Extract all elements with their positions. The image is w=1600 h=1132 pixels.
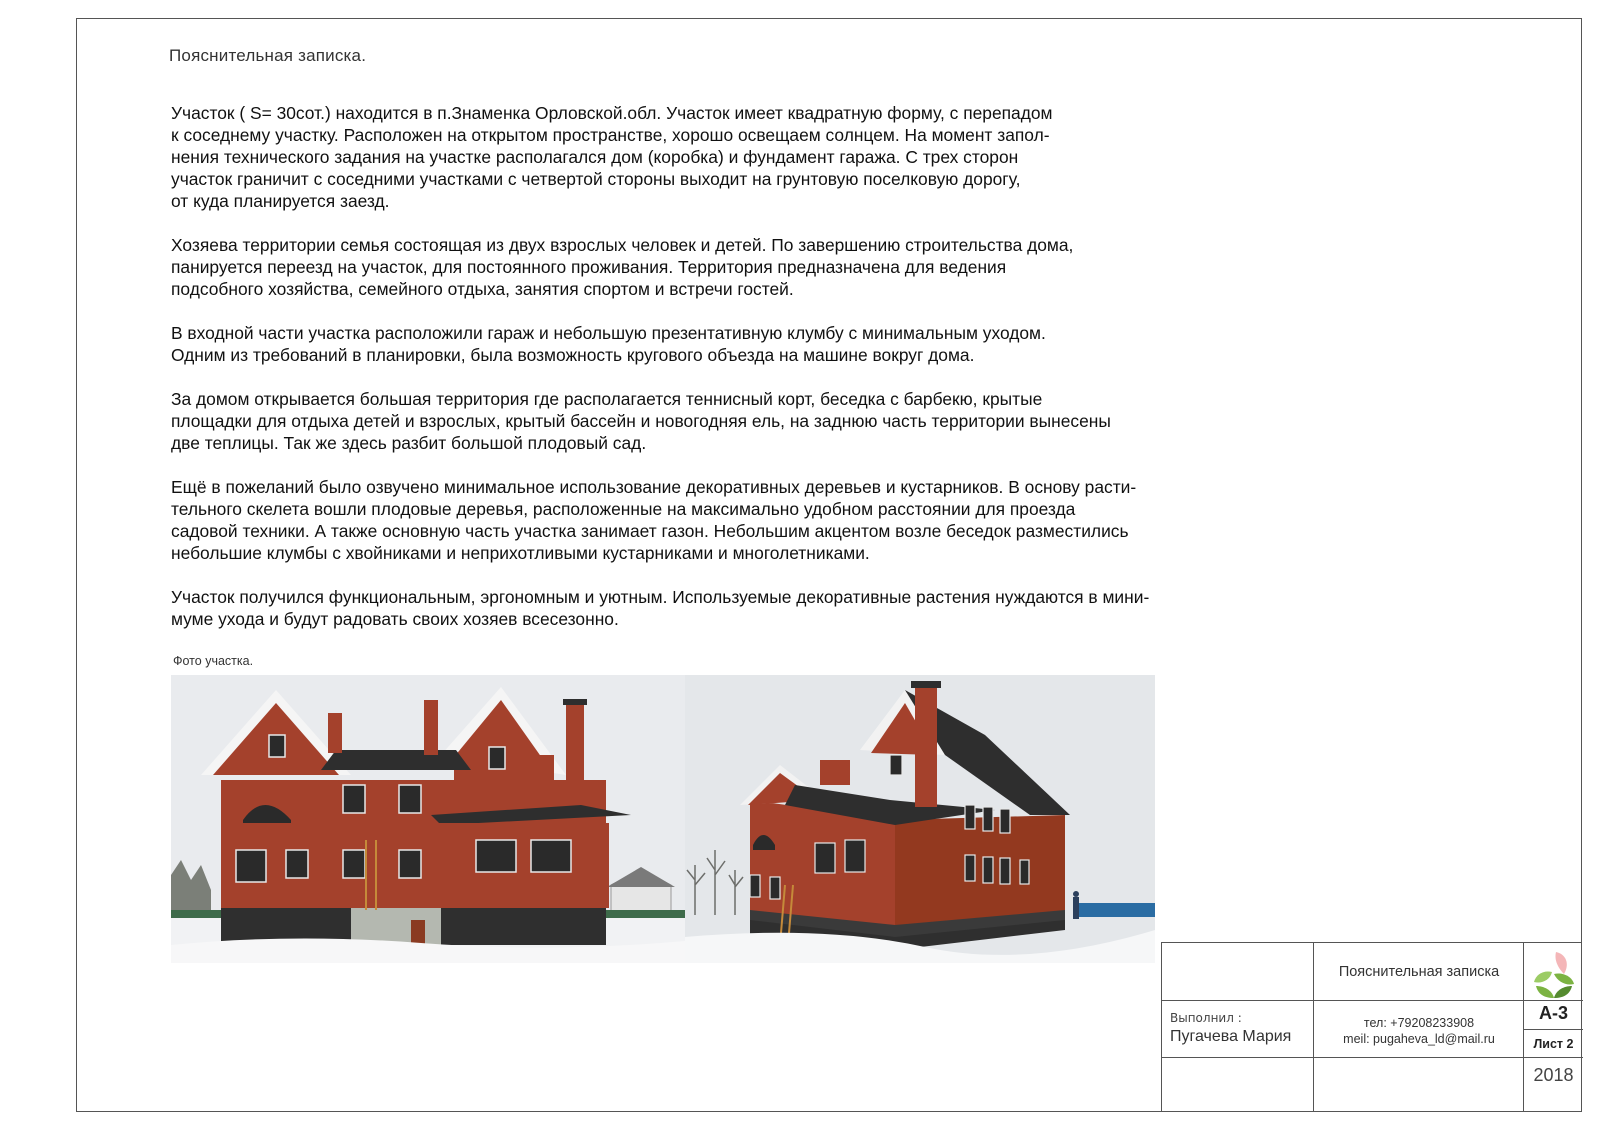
email: meil: pugaheva_ld@mail.ru (1343, 1032, 1495, 1046)
phone: тел: +79208233908 (1363, 1016, 1475, 1030)
stamp-divider (1162, 1000, 1583, 1001)
sheet-number: Лист 2 (1533, 1037, 1574, 1051)
site-photo-side (685, 675, 1155, 963)
stamp-divider (1162, 1057, 1583, 1058)
paragraph-owners: Хозяева территории семья состоящая из двух взрослых человек и детей. По завершению строительства дома, панируется переезд на участок, для постоянного проживания. Территория предназначена для ведения подсобного хозяйства, семейного отдыха, занятия спортом и встречи гостей. (171, 235, 1074, 299)
paragraph-backyard: За домом открывается большая территория где располагается теннисный корт, беседка с барбекю, крытые площадки для отдыха детей и взрослых, крытый бассейн и новогодняя ель, на заднюю часть территории вынесены две теплицы. Так же здесь разбит большой плодовый сад. (171, 389, 1111, 453)
sheet-title: Пояснительная записка (1338, 963, 1500, 980)
site-photo-front (171, 675, 685, 963)
paragraph-conclusion: Участок получился функциональным, эргономным и уютным. Используемые декоративные растения нуждаются в мини- муме ухода и будут радовать своих хозяев всесезонно. (171, 587, 1150, 629)
stamp-divider (1523, 1029, 1583, 1030)
author-name: Пугачева Мария (1170, 1028, 1292, 1045)
title-block (1161, 942, 1582, 1112)
explanatory-text (171, 102, 1311, 652)
paragraph-planting: Ещё в пожеланий было озвучено минимальное использование декоративных деревьев и кустарников. В основу расти- тельного скелета вошли плодовые деревья, расположенные на максимально удобном расстоянии для проезда садовой техники. А также основную часть участка занимает газон. Небольшим акцентом возле беседок разместились небольшие клумбы с хвойниками и неприхотливыми кустарниками и многолетниками. (171, 477, 1137, 563)
photo-caption: Фото участка. (173, 654, 254, 668)
done-by-label: Выполнил : (1170, 1011, 1242, 1025)
document-title: Пояснительная записка. (169, 46, 367, 65)
paragraph-entrance: В входной части участка расположили гараж и небольшую презентативную клумбу с минимальным уходом. Одним из требований в планировки, была возможность кругового объезда на машине вокруг дома. (171, 323, 1046, 365)
year: 2018 (1533, 1065, 1574, 1085)
paper-format: А-3 (1538, 1003, 1568, 1023)
leaf-logo-icon (1530, 946, 1578, 1000)
paragraph-site: Участок ( S= 30сот.) находится в п.Знаменка Орловской.обл. Участок имеет квадратную форму, с перепадом к соседнему участку. Расположен на открытом пространстве, хорошо освещаем солнцем. На момент запол- нения технического задания на участке располагался дом (коробка) и фундамент гаража. С трех сторон участок граничит с соседними участками с четвертой стороны выходит на грунтовую поселковую дорогу, от куда планируется заезд. (171, 103, 1053, 211)
contacts (1314, 1015, 1524, 1047)
